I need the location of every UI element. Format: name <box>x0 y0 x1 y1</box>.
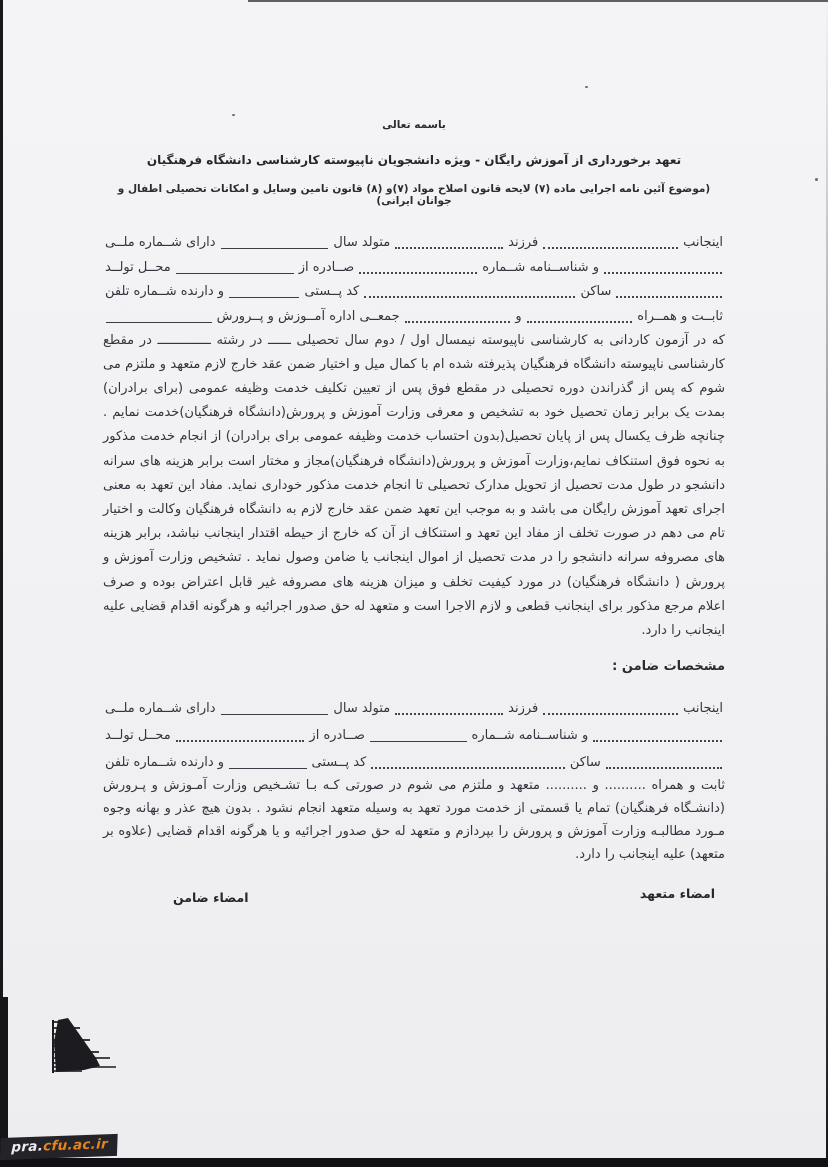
fill-line-dotted <box>593 734 722 742</box>
fill-line-solid <box>229 762 306 769</box>
field-label: کد پــستی <box>311 755 367 771</box>
field-label: و <box>515 308 522 324</box>
fill-line-dotted <box>395 707 503 715</box>
fill-line-solid <box>229 291 299 298</box>
field-label: دارای شــماره ملــی <box>105 235 216 251</box>
field-label: صــادره از <box>298 259 355 275</box>
guarantor-form-lines <box>103 692 725 773</box>
scan-edge-left <box>0 0 3 1167</box>
field-label: ساکن <box>569 755 601 771</box>
fill-line-dotted <box>176 734 305 742</box>
fill-line-dotted <box>616 290 722 298</box>
paper-speck <box>585 86 588 88</box>
guarantor-signature-label: امضاء ضامن <box>173 890 249 906</box>
field-label: و دارنده شــماره تلفن <box>105 755 225 771</box>
field-label: متولد سال <box>333 701 391 717</box>
form-fill-line <box>103 746 725 773</box>
form-fill-line <box>103 229 725 253</box>
fill-line-dotted <box>371 761 565 769</box>
obligor-pledge-paragraph: که در آزمون کاردانی به کارشناسی ناپیوسته نیمسال اول / دوم سال تحصیلی ــــــ در رشته ــــــــــــــ در مقطع کارشناسی ناپیوسته دانشگاه فرهنگیان پذیرفته شده ام با کمال میل و اختیار ضمن عقد خارج لازم متعهد و ملتزم می شوم که پس از گذراندن دوره تحصیلی در مقطع فوق پس از تعیین تکلیف خدمت وظیفه عمومی (برای برادران) بمدت یک برابر زمان تحصیل خود به تشخیص و معرفی وزارت آموزش و پرورش(دانشگاه فرهنگیان)خدمت نمایم . چنانچه ظرف یکسال پس از پایان تحصیل(بدون احتساب خدمت وظیفه عمومی برای برادران) از انجام خدمت مذکور به نحوه فوق استنکاف نمایم،وزارت آموزش و پرورش(دانشگاه فرهنگیان)مجاز و مختار است برابر هزینه های سرانه دانشجو در طول مدت تحصیل از تحویل مدارک تحصیلی تا انجام خدمت مذکور خوداری نماید. مفاد این تعهد به معنی اجرای تعهد آموزش رایگان می باشد و به موجب این تعهد ضمن عقد خارج لازم به دانشگاه فرهنگیان وکالت و اختیار تام می دهم در صورت تخلف از مفاد این تعهد و استنکاف از آن که خارج از حیطه اقتدار اینجانب نباشد، برابر هزینه های مصروفه سرانه دانشجو را در مدت تحصیل از اموال اینجانب یا ضامن وصول نماید . تشخیص وزارت آموزش و پرورش ( دانشگاه فرهنگیان) در مورد کیفیت تخلف و میزان هزینه های مصروفه غیر قابل اعتراض بوده و صرف اعلام مرجع مذکور برای اینجانب قطعی و لازم الاجرا است و متعهد له حق صدور اجرائیه و هرگونه اقدام قضایی علیه اینجانب را دارد. <box>103 332 725 638</box>
form-fill-line <box>103 302 725 326</box>
scan-ink-blob-artifact <box>44 1016 116 1074</box>
document-subtitle: (موضوع آئین نامه اجرایی ماده (۷) لایحه قانون اصلاح مواد (۷)و (۸) قانون تامین وسایل و امکانات تحصیلی اطفال و جوانان ایرانی) <box>117 183 711 207</box>
form-fill-line <box>103 692 725 719</box>
site-watermark <box>0 1134 117 1160</box>
fill-line-dotted <box>606 761 722 769</box>
bismillah-text: باسمه تعالی <box>382 119 446 131</box>
field-label: صــادره از <box>309 728 365 744</box>
field-label: فرزند <box>508 701 539 717</box>
field-label: کد پــستی <box>304 284 360 300</box>
field-label: فرزند <box>508 235 539 251</box>
watermark-domain: cfu.ac.ir <box>42 1136 109 1155</box>
fill-line-dotted <box>364 290 575 298</box>
form-fill-line <box>103 253 725 277</box>
field-label: ثابــت و همــراه <box>637 308 723 324</box>
field-label: ساکن <box>580 284 612 300</box>
field-label: اینجانب <box>683 235 723 251</box>
field-label: و دارنده شــماره تلفن <box>105 284 225 300</box>
form-fill-line <box>103 719 725 746</box>
scan-edge-top <box>248 0 828 2</box>
guarantor-pledge-paragraph: ثابت و همراه .......... و .......... متعهد و ملتزم می شوم در صورتی کـه بـا تشـخیص وزارت آمـوزش و پـرورش (دانشـگاه فرهنگیان) تمام یا قسمتی از خدمت مورد تعهد به وسیله متعهد انجام نشود . بدون هیچ عذر و بهانه وجوه مـورد مطالبـه وزارت آموزش و پرورش را بپردازم و متعهد له حق صدور اجرائیه و یا هرگونه اقدام قضایی (علاوه بر متعهد) علیه اینجانب را دارد. <box>103 778 725 863</box>
fill-line-solid <box>221 708 329 715</box>
obligor-signature-label: امضاء متعهد <box>639 886 715 902</box>
field-label: و شناســنامه شــماره <box>471 728 589 744</box>
fill-line-solid <box>221 242 329 249</box>
field-label: اینجانب <box>683 701 723 717</box>
paper-speck <box>232 114 235 116</box>
document-content <box>103 0 725 908</box>
field-label: محــل تولــد <box>105 259 171 275</box>
fill-line-solid <box>176 267 294 274</box>
document-title: تعهد برخورداری از آموزش رایگان - ویژه دانشجویان ناپیوسته کارشناسی دانشگاه فرهنگیان <box>146 153 682 167</box>
field-label: محــل تولــد <box>104 728 171 744</box>
guarantor-section-label: مشخصات ضامن : <box>612 659 725 675</box>
fill-line-dotted <box>604 266 722 274</box>
fill-line-dotted <box>543 707 678 715</box>
fill-line-solid <box>370 735 467 742</box>
fill-line-dotted <box>395 241 503 249</box>
fill-line-solid <box>106 316 212 323</box>
field-label: متولد سال <box>333 235 391 251</box>
fill-line-dotted <box>405 315 511 323</box>
scan-edge-bottom <box>0 1158 828 1167</box>
fill-line-dotted <box>527 315 633 323</box>
field-label: جمعــی اداره آمــوزش و پــرورش <box>216 308 400 324</box>
paper-speck <box>815 178 818 181</box>
obligor-form-lines <box>103 229 725 327</box>
form-fill-line <box>103 278 725 302</box>
fill-line-dotted <box>543 241 678 249</box>
signature-row <box>103 886 725 908</box>
field-label: دارای شــماره ملــی <box>105 701 216 717</box>
fill-line-dotted <box>359 266 477 274</box>
watermark-prefix: pra. <box>11 1138 44 1156</box>
field-label: و شناســنامه شــماره <box>482 259 599 275</box>
